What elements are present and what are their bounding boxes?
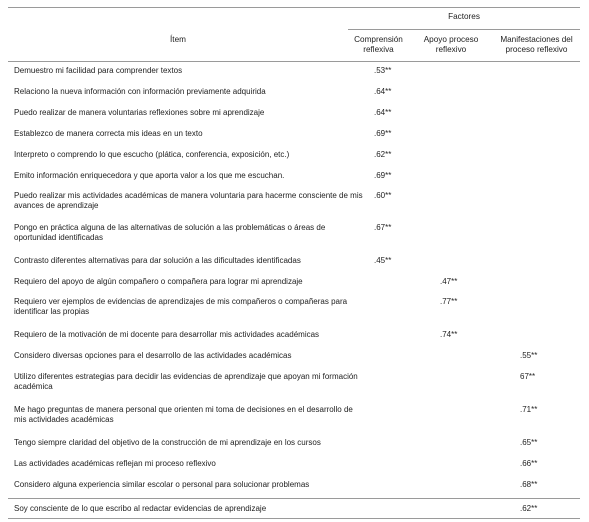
item-text: Contrasto diferentes alternativas para dar solución a las dificultades identificadas	[14, 256, 301, 265]
factores-underline	[348, 29, 580, 30]
item-text: Relaciono la nueva información con información previamente adquirida	[14, 87, 266, 96]
value-manifestaciones: .62**	[520, 504, 538, 513]
item-text: Requiero de la motivación de mi docente para desarrollar mis actividades académicas	[14, 330, 320, 339]
factores-header: Factores	[448, 12, 480, 21]
item-text: Emito información enriquecedora y que aporta valor a los que me escuchan.	[14, 171, 285, 180]
value-comprension: .69**	[374, 171, 392, 180]
item-column-header: Ítem	[170, 35, 186, 44]
value-manifestaciones: .55**	[520, 351, 538, 360]
item-text: Establezco de manera correcta mis ideas en un texto	[14, 129, 203, 138]
value-apoyo: .47**	[440, 277, 458, 286]
value-apoyo: .74**	[440, 330, 458, 339]
header-bottom-rule	[8, 61, 580, 62]
item-text: Pongo en práctica alguna de las alternativas de solución a las problemáticas o áreas de oportunidad identificadas	[14, 223, 326, 242]
value-comprension: .60**	[374, 191, 392, 200]
item-text: Utilizo diferentes estrategias para decidir las evidencias de aprendizaje que apoyan mi formación académica	[14, 372, 358, 391]
item-text: Puedo realizar de manera voluntarias reflexiones sobre mi aprendizaje	[14, 108, 265, 117]
value-comprension: .67**	[374, 223, 392, 232]
item-text: Requiero del apoyo de algún compañero o compañera para lograr mi aprendizaje	[14, 277, 303, 286]
column-header-manifestaciones: Manifestaciones del proceso reflexivo	[500, 35, 573, 54]
value-manifestaciones: .68**	[520, 480, 538, 489]
value-comprension: .64**	[374, 108, 392, 117]
table-top-rule	[8, 7, 580, 8]
value-manifestaciones: .66**	[520, 459, 538, 468]
value-apoyo: .77**	[440, 297, 458, 306]
item-text: Considero alguna experiencia similar escolar o personal para solucionar problemas	[14, 480, 310, 489]
value-manifestaciones: .71**	[520, 405, 538, 414]
value-comprension: .64**	[374, 87, 392, 96]
last-row-separator	[8, 498, 580, 499]
value-manifestaciones: 67**	[520, 372, 536, 381]
column-header-apoyo: Apoyo proceso reflexivo	[423, 35, 479, 54]
item-text: Tengo siempre claridad del objetivo de la construcción de mi aprendizaje en los cursos	[14, 438, 321, 447]
item-text: Interpreto o comprendo lo que escucho (plática, conferencia, exposición, etc.)	[14, 150, 290, 159]
item-text: Soy consciente de lo que escribo al redactar evidencias de aprendizaje	[14, 504, 267, 513]
value-manifestaciones: .65**	[520, 438, 538, 447]
item-text: Requiero ver ejemplos de evidencias de aprendizajes de mis compañeros o compañeras para identificar las propias	[14, 297, 348, 316]
value-comprension: .62**	[374, 150, 392, 159]
item-text: Me hago preguntas de manera personal que orienten mi toma de decisiones en el desarrollo de mis actividades académicas	[14, 405, 353, 424]
item-text: Puedo realizar mis actividades académicas de manera voluntaria para hacerme consciente de mis avances de aprendizaje	[14, 191, 363, 210]
item-text: Demuestro mi facilidad para comprender textos	[14, 66, 183, 75]
table-bottom-rule	[8, 518, 580, 519]
item-text: Las actividades académicas reflejan mi proceso reflexivo	[14, 459, 216, 468]
column-header-comprension: Comprensión reflexiva	[354, 35, 403, 54]
item-text: Considero diversas opciones para el desarrollo de las actividades académicas	[14, 351, 292, 360]
value-comprension: .69**	[374, 129, 392, 138]
value-comprension: .45**	[374, 256, 392, 265]
value-comprension: .53**	[374, 66, 392, 75]
